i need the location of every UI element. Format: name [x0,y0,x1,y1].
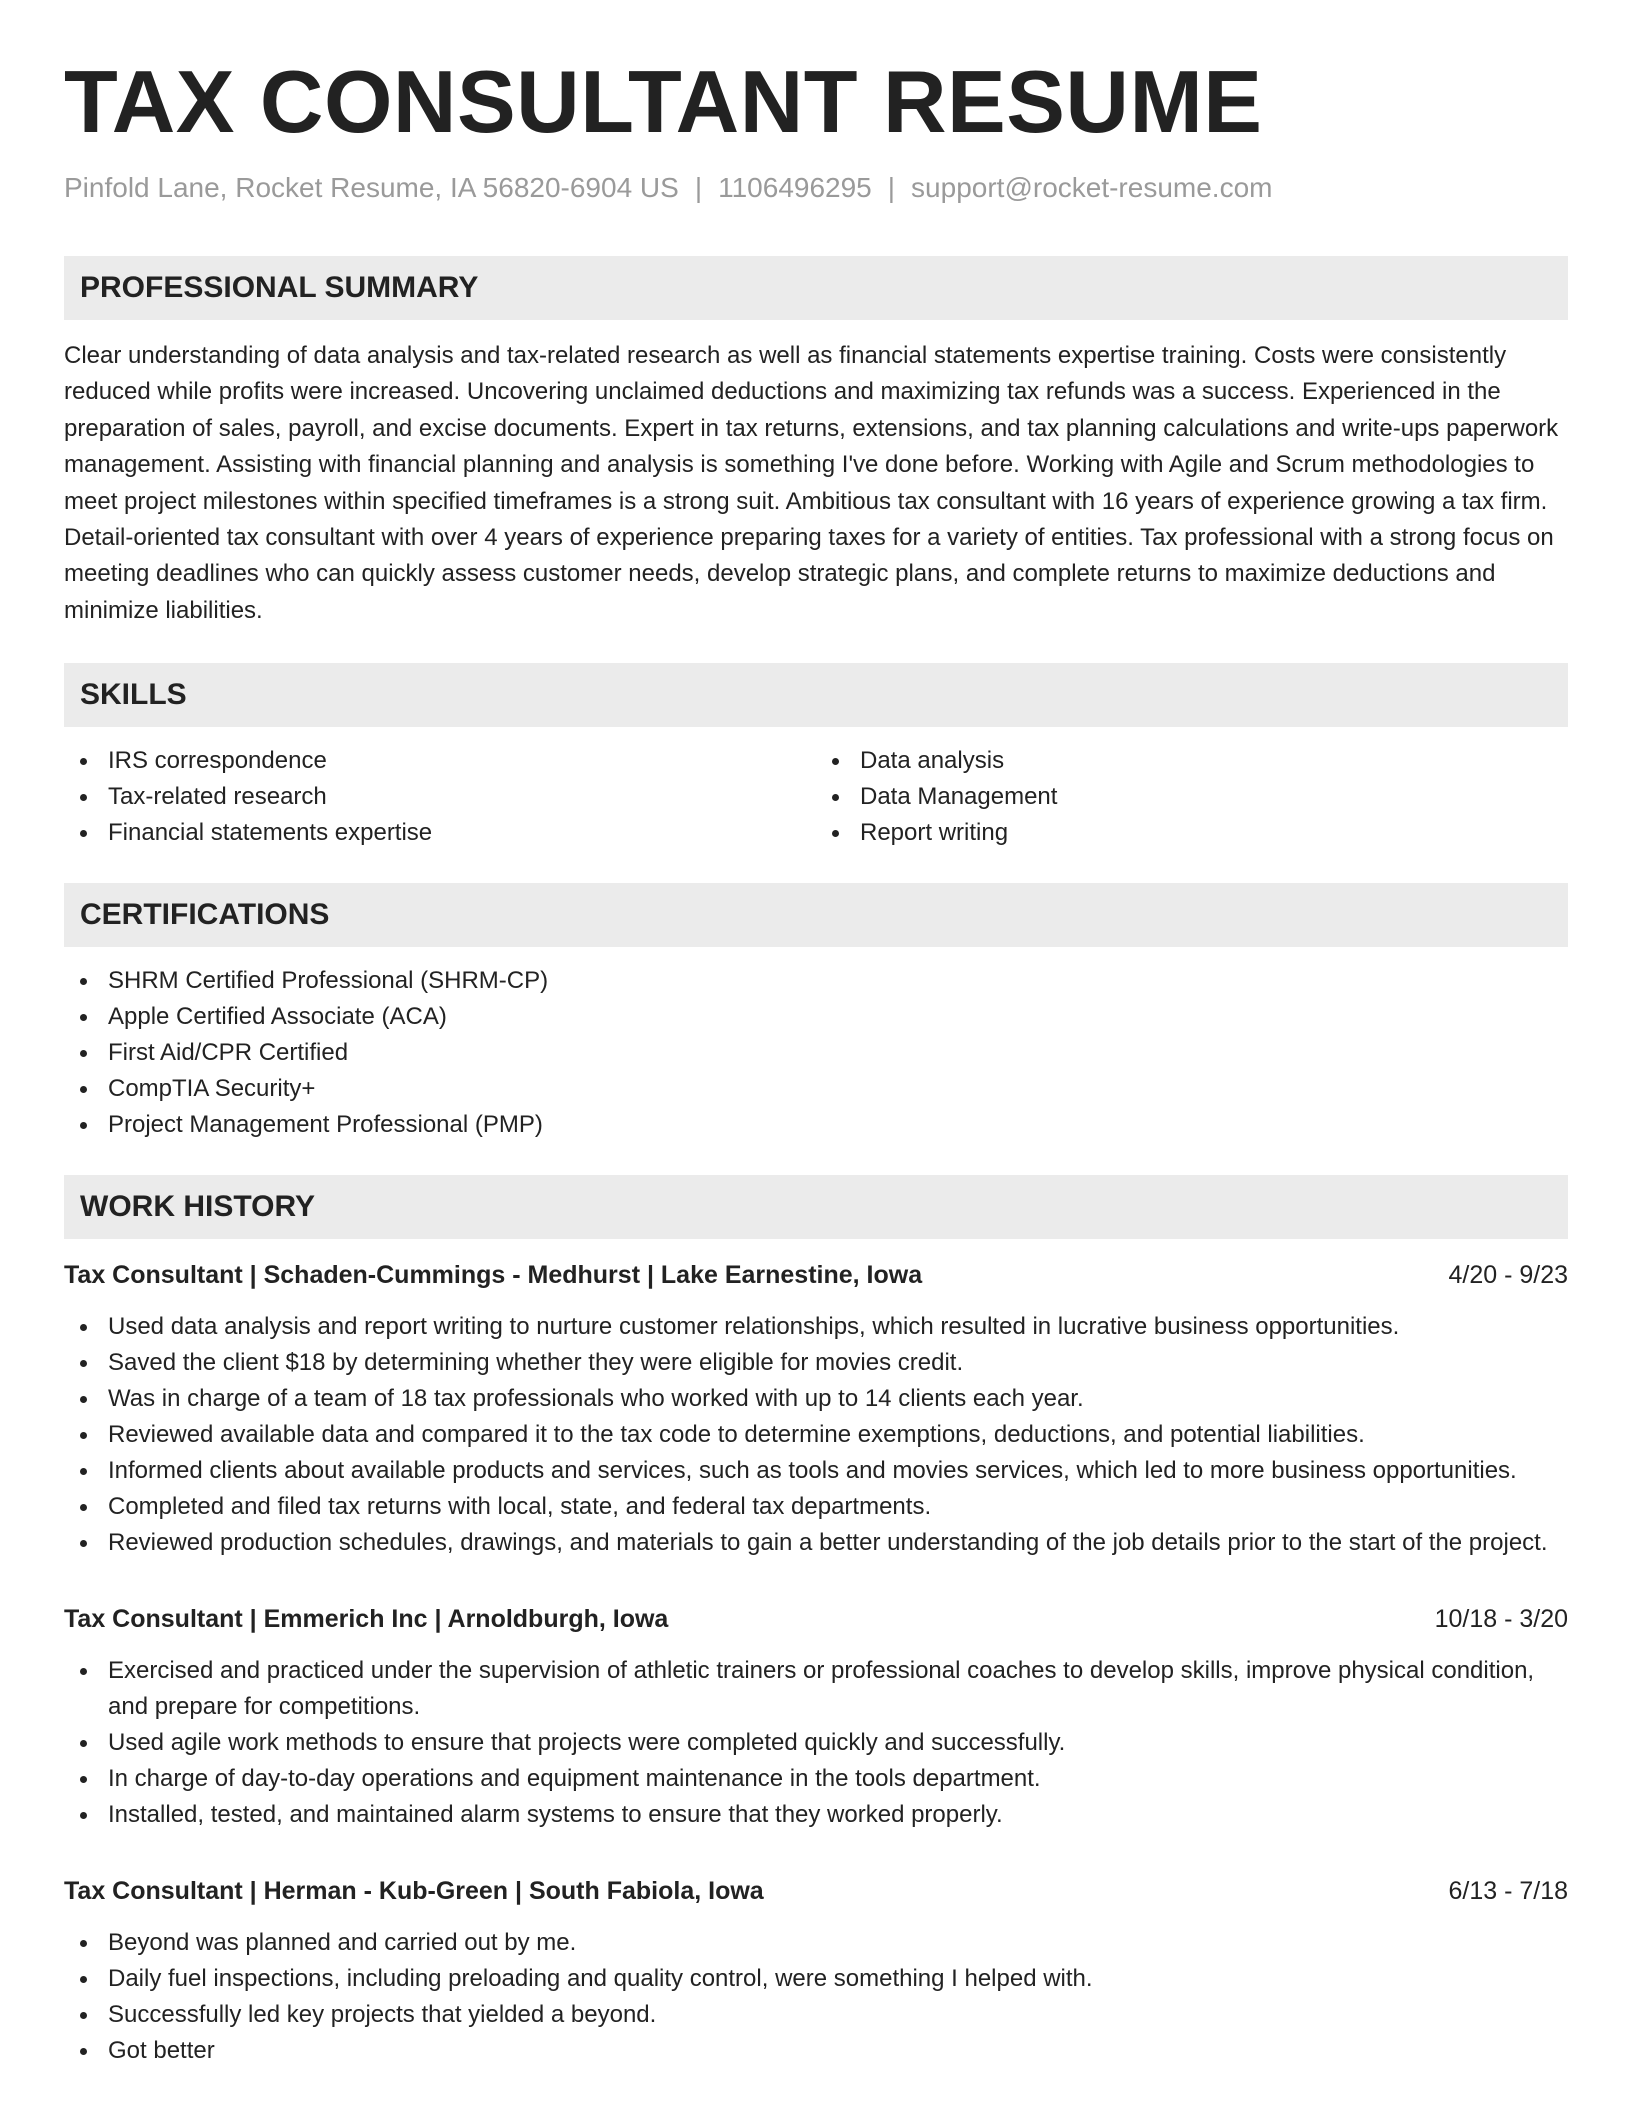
contact-phone: 1106496295 [718,172,872,203]
skill-item: Tax-related research [64,779,816,815]
contact-address: Pinfold Lane, Rocket Resume, IA 56820-6904 US [64,172,679,203]
job-bullet: Got better [64,2033,1568,2069]
skill-item: Financial statements expertise [64,815,816,851]
certification-item: CompTIA Security+ [64,1071,1568,1107]
certification-item: Apple Certified Associate (ACA) [64,999,1568,1035]
resume-title: TAX CONSULTANT RESUME [64,52,1263,151]
job-dates: 4/20 - 9/23 [1448,1261,1568,1290]
section-header-skills: SKILLS [64,663,1568,727]
job-bullet: Saved the client $18 by determining whether they were eligible for movies credit. [64,1345,1568,1381]
job-title: Tax Consultant | Herman - Kub-Green | South Fabiola, Iowa [64,1877,764,1906]
job-header [64,1257,1568,1293]
job-bullet: Was in charge of a team of 18 tax professionals who worked with up to 14 clients each year. [64,1381,1568,1417]
contact-separator: | [694,172,703,203]
certification-item: Project Management Professional (PMP) [64,1107,1568,1143]
job-title: Tax Consultant | Schaden-Cummings - Medhurst | Lake Earnestine, Iowa [64,1261,923,1290]
section-header-certifications: CERTIFICATIONS [64,883,1568,947]
job-title: Tax Consultant | Emmerich Inc | Arnoldburgh, Iowa [64,1605,669,1634]
job-bullet: Used data analysis and report writing to nurture customer relationships, which resulted in lucrative business opportunities. [64,1309,1568,1345]
job-bullet: Reviewed available data and compared it to the tax code to determine exemptions, deductions, and potential liabilities. [64,1417,1568,1453]
skill-item: Report writing [816,815,1568,851]
job-bullet: Informed clients about available products and services, such as tools and movies services, which led to more business opportunities. [64,1453,1568,1489]
job-bullet: Successfully led key projects that yielded a beyond. [64,1997,1568,2033]
skills-grid [64,743,1568,851]
job-bullet: Exercised and practiced under the supervision of athletic trainers or professional coaches to develop skills, improve physical condition, and prepare for competitions. [64,1653,1568,1725]
job-bullet-list [64,1653,1568,1833]
contact-email: support@rocket-resume.com [911,172,1273,203]
job-bullet: Reviewed production schedules, drawings, and materials to gain a better understanding of the job details prior to the start of the project. [64,1525,1568,1561]
job-bullet: In charge of day-to-day operations and equipment maintenance in the tools department. [64,1761,1568,1797]
job-header [64,1873,1568,1909]
job-bullet-list [64,1925,1568,2069]
certification-list [64,963,1568,1143]
job-bullet: Beyond was planned and carried out by me. [64,1925,1568,1961]
job-bullet: Completed and filed tax returns with local, state, and federal tax departments. [64,1489,1568,1525]
job-bullet-list [64,1309,1568,1561]
job-bullet: Daily fuel inspections, including preloading and quality control, were something I helped with. [64,1961,1568,1997]
contact-separator: | [887,172,896,203]
section-header-summary: PROFESSIONAL SUMMARY [64,256,1568,320]
certification-item: SHRM Certified Professional (SHRM-CP) [64,963,1568,999]
skills-column-right [816,743,1568,851]
certification-item: First Aid/CPR Certified [64,1035,1568,1071]
skills-column-left [64,743,816,851]
section-header-work-history: WORK HISTORY [64,1175,1568,1239]
skill-item: Data Management [816,779,1568,815]
job-dates: 6/13 - 7/18 [1448,1877,1568,1906]
job-entry [64,1601,1568,1833]
skill-item: Data analysis [816,743,1568,779]
summary-text: Clear understanding of data analysis and tax-related research as well as financial statements expertise training. Costs were consistently reduced while profits were increased. Uncovering unclaimed deductions and maximizing tax refunds was a success. Experienced in the preparation of sales, payroll, and excise documents. Expert in tax returns, extensions, and tax planning calculations and write-ups paperwork management. Assisting with financial planning and analysis is something I've done before. Working with Agile and Scrum methodologies to meet project milestones within specified timeframes is a strong suit. Ambitious tax consultant with 16 years of experience growing a tax firm. Detail-oriented tax consultant with over 4 years of experience preparing taxes for a variety of entities. Tax professional with a strong focus on meeting deadlines who can quickly assess customer needs, develop strategic plans, and complete returns to maximize deductions and minimize liabilities. [64,342,1559,624]
job-bullet: Installed, tested, and maintained alarm systems to ensure that they worked properly. [64,1797,1568,1833]
skill-item: IRS correspondence [64,743,816,779]
job-entry [64,1873,1568,2069]
job-dates: 10/18 - 3/20 [1434,1605,1568,1634]
job-bullet: Used agile work methods to ensure that projects were completed quickly and successfully. [64,1725,1568,1761]
job-header [64,1601,1568,1637]
resume-page [64,0,1568,2069]
contact-line [64,170,1568,206]
job-entry [64,1257,1568,1561]
